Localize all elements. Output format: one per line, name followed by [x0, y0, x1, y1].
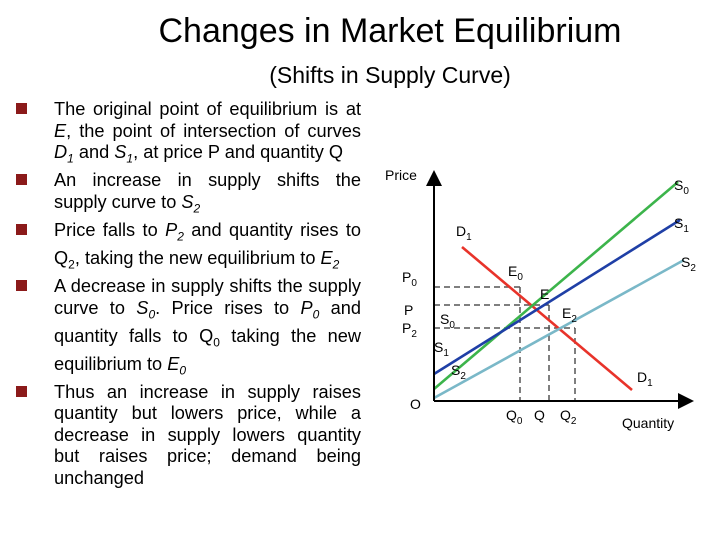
p0-label: $P_0$	[402, 269, 417, 289]
bullet-text: Price falls to $P_2$ and quantity rises to $Q_2$, taking the new equilibrium to $E_2$	[54, 219, 362, 272]
q2-label: $Q_2$	[560, 407, 577, 427]
bullet-text: Thus an increase in supply raises quantity but lowers price, while a decrease in supply lowers quantity but raises price; demand being unchanged	[54, 381, 361, 488]
origin-label: O	[410, 396, 421, 412]
e-label: E	[540, 286, 550, 302]
e0-label: $E_0$	[508, 263, 523, 283]
supply-curve-s0	[434, 182, 678, 389]
s0-end-label: $S_0$	[674, 177, 689, 197]
d1-top-label: $D_1$	[456, 223, 472, 243]
e2-label: $E_2$	[562, 305, 577, 325]
s2-end-label: $S_2$	[681, 254, 696, 274]
supply-curve-s1	[434, 220, 680, 374]
p-label: P	[404, 302, 414, 318]
s1-inner-label: $S_1$	[434, 339, 449, 359]
price-axis-label: Price	[385, 167, 417, 183]
guide-lines	[434, 287, 575, 400]
bullet-text: An increase in supply shifts the supply curve to $S_2$	[54, 170, 361, 216]
s0-inner-label: $S_0$	[440, 311, 455, 331]
quantity-axis-label: Quantity	[622, 415, 675, 431]
slide-subtitle: (Shifts in Supply Curve)	[269, 62, 511, 88]
d1-bottom-label: $D_1$	[637, 369, 653, 389]
q-label: Q	[534, 407, 545, 423]
bullet-text: The original point of equilibrium is at E, the point of intersection of curves $D_1$ and $S_1$, at price P and quantity Q	[54, 99, 361, 166]
s2-inner-label: $S_2$	[451, 362, 466, 382]
q0-label: $Q_0$	[506, 407, 523, 427]
slide-title: Changes in Market Equilibrium	[158, 12, 622, 50]
p2-label: $P_2$	[402, 320, 417, 340]
s1-end-label: $S_1$	[674, 215, 689, 235]
bullet-text: A decrease in supply shifts the supply curve to $S_0$. Price rises to $P_0$ and quantity falls to $Q_0$ taking the new equilibrium to $E_0$	[54, 276, 361, 378]
